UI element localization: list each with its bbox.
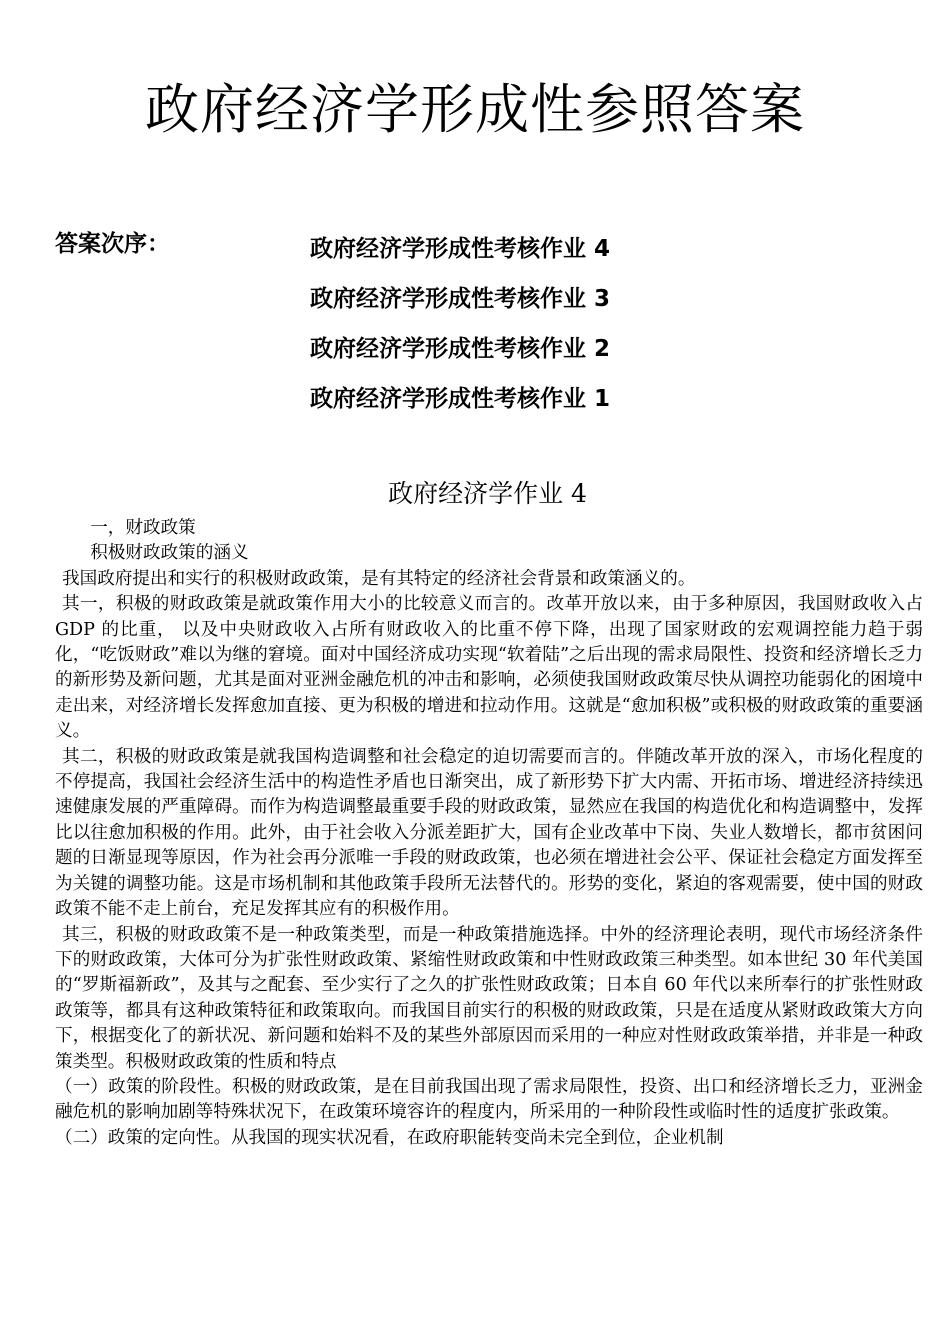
heading-fiscal-policy: 一，财政政策 (90, 518, 196, 538)
paragraph: 其三，积极的财政政策不是一种政策类型，而是一种政策措施选择。中外的经济理论表明，现代市场经济条件下的财政政策，大体可分为扩张性财政政策、紧缩性财政政策和中性财政政策三种类型。如本世纪 30 年代美国的“罗斯福新政”，及其与之配套、至少实行了之久的扩张性财政政策；日本自 60 年代以来所奉行的扩张性财政政策等，都具有这种政策特征和政策取向。而我国目前实行的积极的财政政策，只是在适度从紧财政政策大方向下，根据变化了的新状况、新问题和始料不及的某些外部原因而采用的一种应对性财政政策举措，并非是一种政策类型。积极财政政策的性质和特点 (55, 924, 923, 1072)
section-title: 政府经济学作业 4 (388, 479, 587, 508)
paragraph: （一）政策的阶段性。积极的财政政策，是在目前我国出现了需求局限性，投资、出口和经济增长乏力，亚洲金融危机的影响加剧等特殊状况下，在政策环境容许的程度内，所采用的一种阶段性或临时性的适度扩张政策。 (55, 1076, 923, 1123)
paragraph: 其二，积极的财政政策是就我国构造调整和社会稳定的迫切需要而言的。伴随改革开放的深入，市场化程度的不停提高，我国社会经济生活中的构造性矛盾也日渐突出，成了新形势下扩大内需、开拓市场、增进经济持续迅速健康发展的严重障碍。而作为构造调整最重要手段的财政政策，显然应在我国的构造优化和构造调整中，发挥比以往愈加积极的作用。此外，由于社会收入分派差距扩大，国有企业改革中下岗、失业人数增长，都市贫困问题的日渐显现等原因，作为社会再分派唯一手段的财政政策，也必须在增进社会公平、保证社会稳定方面发挥至为关键的调整功能。这是市场机制和其他政策手段所无法替代的。形势的变化，紧迫的客观需要，使中国的财政政策不能不走上前台，充足发挥其应有的积极作用。 (55, 746, 923, 920)
toc-item: 政府经济学形成性考核作业 3 (310, 286, 611, 312)
toc-item: 政府经济学形成性考核作业 1 (310, 386, 611, 412)
toc-item: 政府经济学形成性考核作业 4 (310, 236, 611, 262)
paragraph: （二）政策的定向性。从我国的现实状况看，在政府职能转变尚未完全到位，企业机制 (55, 1127, 724, 1148)
paragraph: 我国政府提出和实行的积极财政政策，是有其特定的经济社会背景和政策涵义的。 (62, 568, 696, 589)
subheading-definition: 积极财政政策的涵义 (90, 543, 249, 564)
document-title: 政府经济学形成性参照答案 (145, 78, 805, 141)
answer-order-label: 答案次序： (55, 231, 170, 257)
toc-items (310, 224, 610, 424)
paragraph: 其一，积极的财政政策是就政策作用大小的比较意义而言的。改革开放以来，由于多种原因，我国财政收入占 GDP 的比重， 以及中央财政收入占所有财政收入的比重不停下降，出现了国家财政的宏观调控能力趋于弱化，“吃饭财政”难以为继的窘境。面对中国经济成功实现“软着陆”之后出现的需求局限性、投资和经济增长乏力的新形势及新问题，尤其是面对亚洲金融危机的冲击和影响，必须使我国财政政策尽快从调控功能弱化的困境中走出来，对经济增长发挥愈加直接、更为积极的增进和拉动作用。这就是“愈加积极”或积极的财政政策的重要涵义。 (55, 594, 923, 742)
body-text (55, 516, 923, 1151)
toc-item: 政府经济学形成性考核作业 2 (310, 336, 611, 362)
